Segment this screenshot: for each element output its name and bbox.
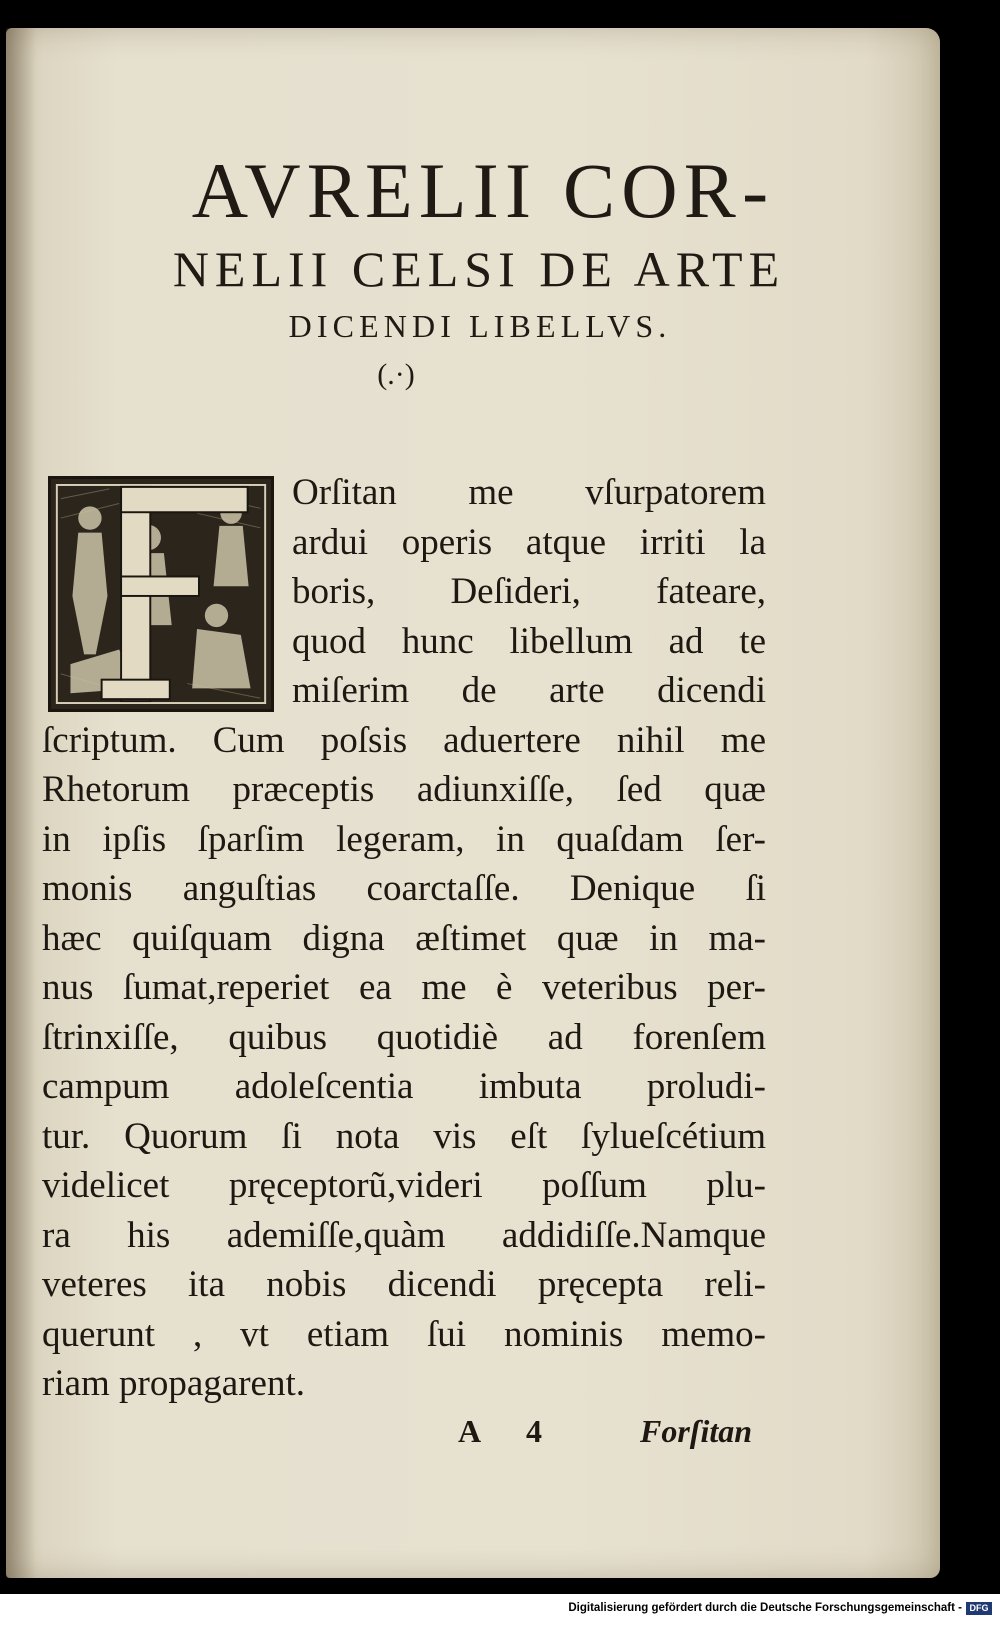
title-ornament: (.·) [377, 358, 415, 391]
text-line-11: nus ſumat,reperiet ea me è veteribus per- [42, 967, 766, 1008]
text-line-13: campum adoleſcentia imbuta proludi- [42, 1066, 766, 1107]
footer-credit: Digitalisierung gefördert durch die Deutsche Forschungsgemeinschaft - [568, 1602, 962, 1614]
text-line-9: monis anguſtias coarctaſſe. Denique ſi [42, 868, 766, 909]
text-line-5: miſerim de arte dicendi [292, 670, 766, 711]
text-line-4: quod hunc libellum ad te [292, 620, 766, 662]
text-line-14: tur. Quorum ſi nota vis eſt ſylueſcétium [42, 1115, 766, 1157]
title-line-3: DICENDI LIBELLVS. [288, 308, 672, 344]
body-text [42, 468, 766, 1409]
catchword: Forſitan [640, 1413, 753, 1449]
text-line-16: ra his ademiſſe,quàm addidiſſe.Namque [42, 1214, 766, 1256]
title-line-2: NELII CELSI DE ARTE [172, 241, 786, 297]
text-line-19: riam propagarent. [42, 1363, 305, 1404]
signature-number: 4 [526, 1413, 542, 1449]
text-line-17: veteres ita nobis dicendi pręcepta reli- [42, 1264, 766, 1305]
text-line-18: querunt , vt etiam ſui nominis memo- [42, 1313, 766, 1355]
text-line-3: boris, Deſideri, fateare, [292, 571, 766, 612]
text-line-10: hæc quiſquam digna æſtimet quæ in ma- [42, 917, 766, 959]
text-line-1: Orſitan me vſurpatorem [292, 472, 766, 513]
text-line-6: ſcriptum. Cum poſsis aduertere nihil me [42, 719, 766, 761]
text-line-8: in ipſis ſparſim legeram, in quaſdam ſer- [42, 818, 766, 860]
dfg-logo: DFG [966, 1602, 992, 1615]
title-line-1: AVRELII COR- [191, 147, 775, 234]
text-line-7: Rhetorum præceptis adiunxiſſe, ſed quæ [42, 769, 766, 810]
footer-bar [0, 1594, 1000, 1630]
text-line-15: videlicet pręceptorũ,videri poſſum plu- [42, 1165, 766, 1206]
text-line-2: ardui operis atque irriti la [292, 521, 766, 563]
signature-mark: A [458, 1413, 482, 1449]
text-line-12: ſtrinxiſſe, quibus quotidiè ad forenſem [42, 1016, 766, 1058]
book-page [6, 28, 940, 1578]
